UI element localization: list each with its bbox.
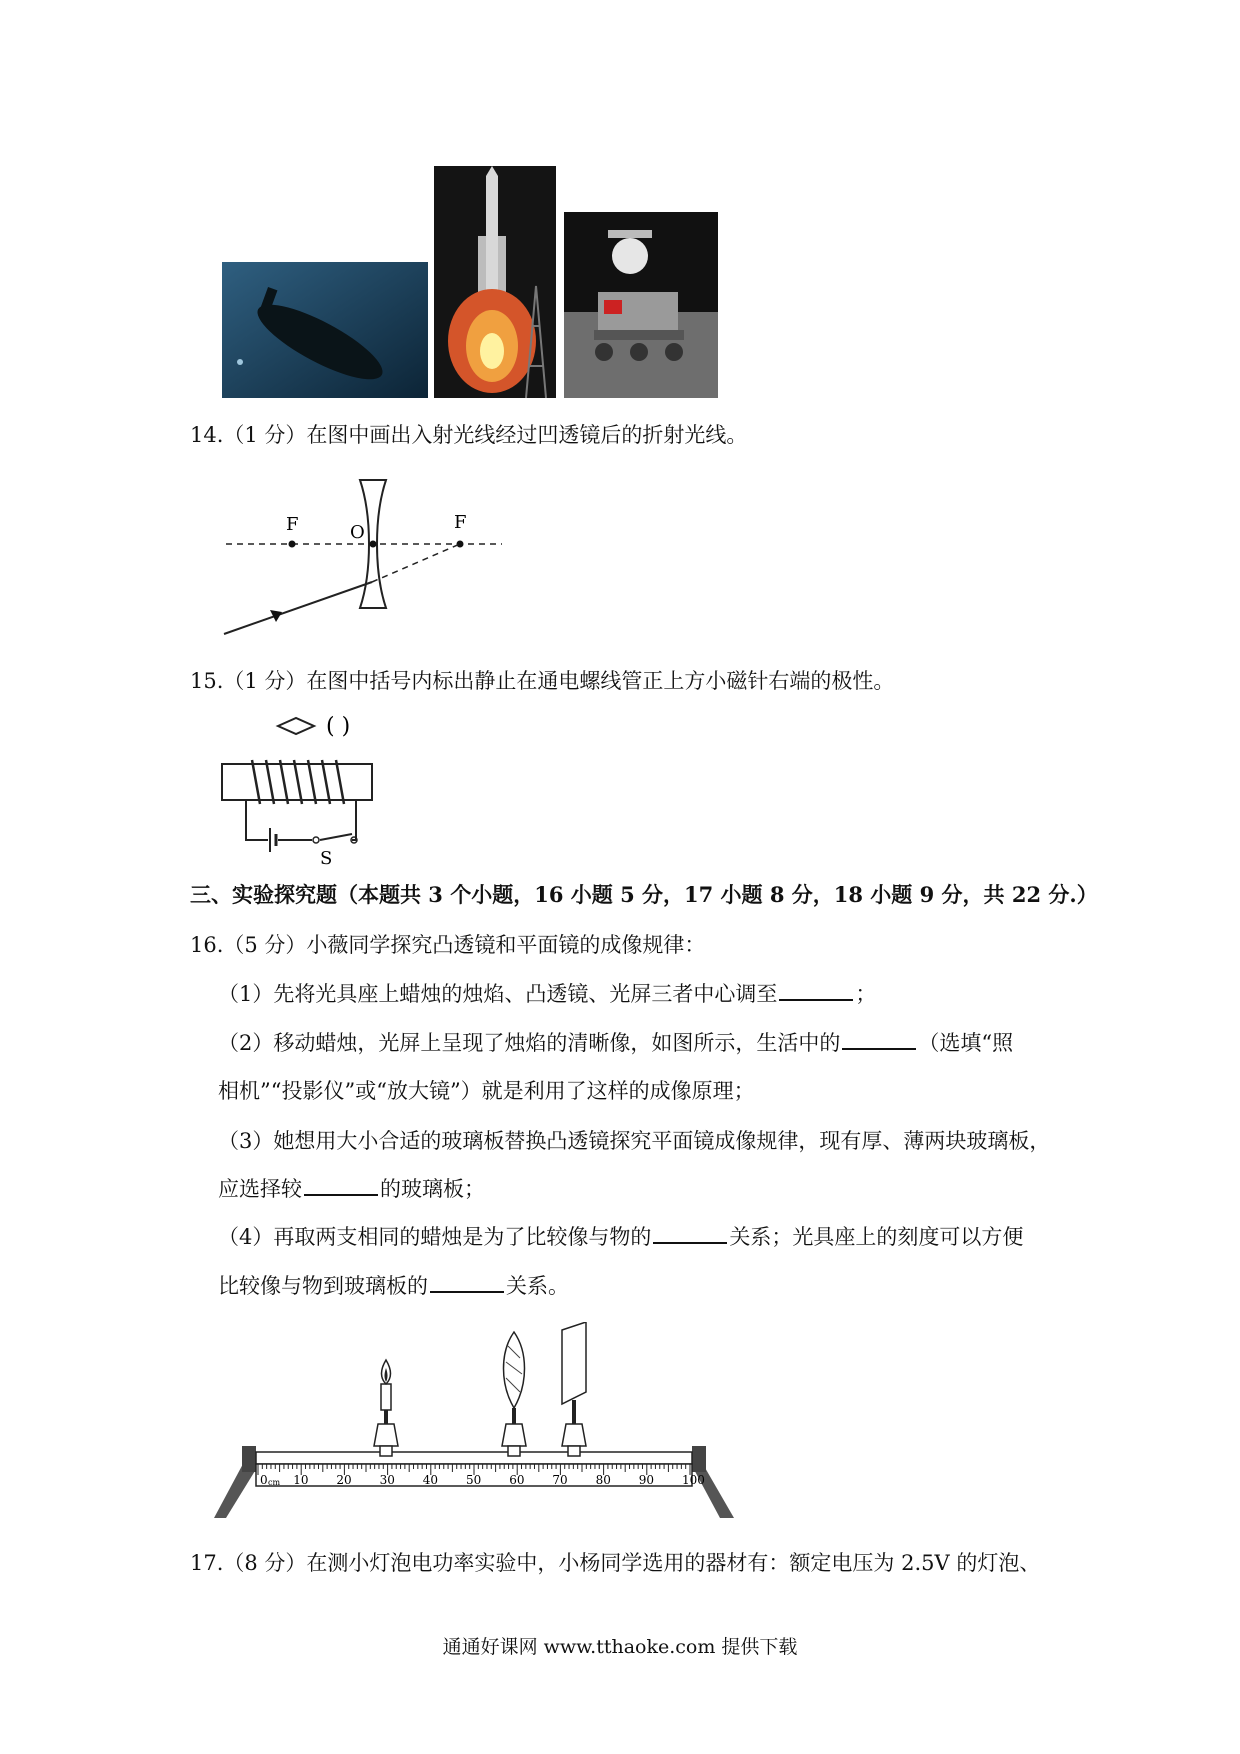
ruler-label-20: 20 (336, 1473, 352, 1487)
question-16-part-2: （2）移动蜡烛，光屏上呈现了烛焰的清晰像，如图所示，生活中的 （选填“照 (218, 1028, 1013, 1058)
answer-blank-2 (842, 1028, 916, 1050)
answer-blank-3 (304, 1174, 378, 1196)
question-16-part-3: （3）她想用大小合适的玻璃板替换凸透镜探究平面镜成像规律，现有厚、薄两块玻璃板， (218, 1129, 1051, 1153)
question-16-stem: 16.（5 分）小薇同学探究凸透镜和平面镜的成像规律： (190, 933, 706, 957)
answer-blank-5 (430, 1271, 504, 1293)
section-3-heading: 三、实验探究题（本题共 3 个小题，16 小题 5 分，17 小题 8 分，18 小题 9 分，共 22 分.） (190, 882, 1098, 907)
ruler-label-70: 70 (552, 1473, 568, 1487)
question-16-part-4-cont: 比较像与物到玻璃板的 关系。 (218, 1271, 569, 1301)
question-15-text: 15.（1 分）在图中括号内标出静止在通电螺线管正上方小磁针右端的极性。 (190, 669, 895, 693)
magnet-pole-bracket: ( ) (326, 714, 351, 739)
lunar-rover-photo (564, 212, 718, 398)
question-14-text: 14.（1 分）在图中画出入射光线经过凹透镜后的折射光线。 (190, 423, 748, 447)
ruler-label-50: 50 (466, 1473, 482, 1487)
ruler-label-30: 30 (379, 1473, 395, 1487)
ruler-label-10: 10 (293, 1473, 309, 1487)
question-16-part-1: （1）先将光具座上蜡烛的烛焰、凸透镜、光屏三者中心调至 ； (218, 979, 876, 1009)
answer-blank-4 (653, 1222, 727, 1244)
rocket-launch-photo (434, 166, 556, 398)
focus-right-label: F (454, 512, 467, 533)
candle (374, 1360, 398, 1456)
ruler-unit-label: cm (268, 1478, 281, 1487)
switch-label: S (320, 848, 333, 866)
focus-left-label: F (286, 514, 299, 535)
concave-lens-diagram (220, 476, 510, 650)
question-16-part-2-cont: 相机”“投影仪”或“放大镜”）就是利用了这样的成像原理； (218, 1079, 755, 1103)
ruler-label-0: 0 (260, 1473, 268, 1487)
ruler-label-60: 60 (509, 1473, 525, 1487)
ruler-label-100: 100 (682, 1473, 705, 1487)
question-16-part-3-cont: 应选择较 的玻璃板； (218, 1174, 485, 1204)
page-footer: 通通好课网 www.tthaoke.com 提供下载 (442, 1636, 798, 1658)
ruler-label-80: 80 (595, 1473, 611, 1487)
submarine-photo (222, 262, 428, 398)
light-screen (562, 1322, 586, 1456)
answer-blank-1 (779, 979, 853, 1001)
solenoid-diagram (216, 706, 386, 870)
optical-center-label: O (350, 522, 365, 543)
question-17-text: 17.（8 分）在测小灯泡电功率实验中，小杨同学选用的器材有：额定电压为 2.5V 的灯泡、 (190, 1551, 1041, 1575)
convex-lens (502, 1332, 526, 1456)
ruler-label-90: 90 (638, 1473, 655, 1487)
optical-bench-diagram (214, 1322, 734, 1526)
question-16-part-4: （4）再取两支相同的蜡烛是为了比较像与物的 关系；光具座上的刻度可以方便 (218, 1222, 1023, 1252)
ruler-label-40: 40 (422, 1473, 439, 1487)
